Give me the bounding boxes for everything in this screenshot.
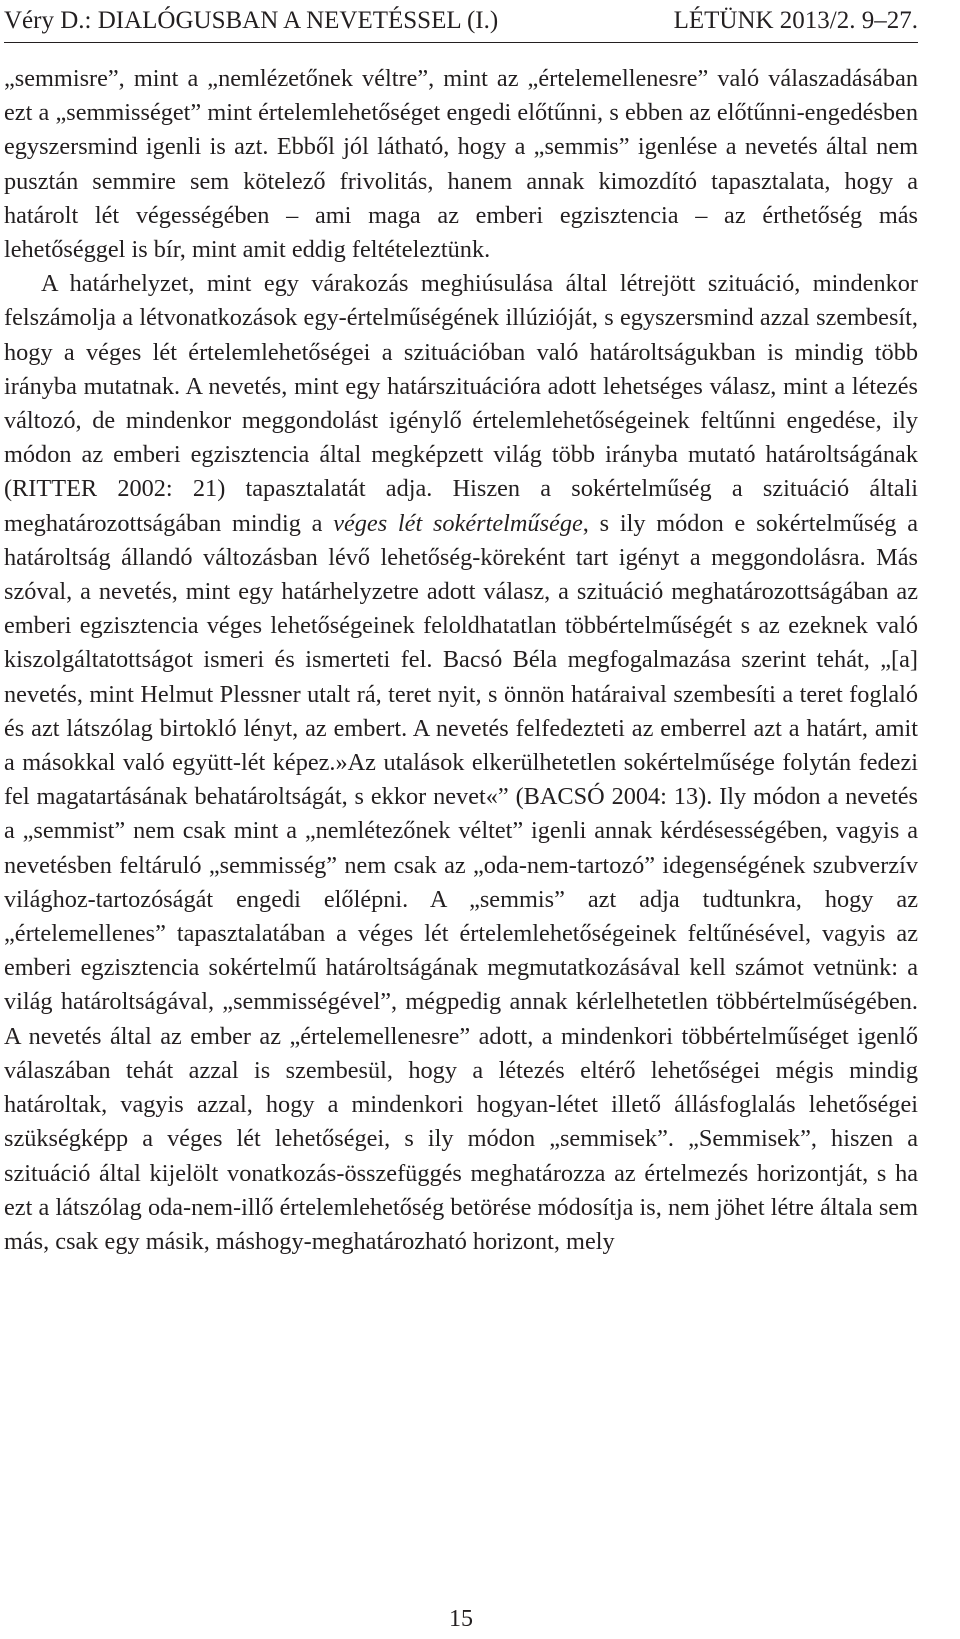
paragraph-2 (4, 267, 918, 1259)
paragraph-2-rest: , s ily módon e sokértelműség a határoltság állandó változásban lévő lehetőség-köreként tart igényt a meggondolásra. Más szóval, a nevetés, mint egy határhelyzetre adott válasz, a szituáció meghatározottságában az emberi egzisztencia véges lehetőségeinek feloldhatatlan többértelműségét s az ezeknek való kiszolgáltatottságot ismeri és ismerteti fel. Bacsó Béla megfogalmazása szerint tehát, „[a] nevetés, mint Helmut Plessner utalt rá, teret nyit, s önnön határaival szembesíti a teret foglaló és azt látszólag birtokló lényt, az embert. A nevetés felfedezteti az emberrel azt a határt, amit a másokkal való együtt-lét képez.»Az utalások elkerülhetetlen sokértelműsége folytán fedezi fel magatartásának behatároltságát, s ekkor nevet«” (BACSÓ 2004: 13). Ily módon a nevetés a „semmist” nem csak mint a „nemlétezőnek véltet” igenli annak kérdésességében, vagyis a nevetésben feltáruló „semmisség” nem csak az „oda-nem-tartozó” idegenségének szubverzív világhoz-tartozóságát engedi előlépni. A „semmis” azt adja tudtunkra, hogy az „értelemellenes” tapasztalatában a véges lét értelemlehetőségeinek feltűnésével, vagyis az emberi egzisztencia sokértelmű határoltságának megmutatkozásával kell számot vetnünk: a világ határoltságával, „semmisségével”, mégpedig annak kérlelhetetlen többértelműségében. A nevetés által az ember az „értelemellenesre” adott, a mindenkori többértelműséget igenlő válaszában tehát azzal is szembesül, hogy a létezés eltérő lehetőségei mégis mindig határoltak, vagyis azzal, hogy a mindenkori hogyan-létet illető állásfoglalás lehetőségei szükségképp a véges lét lehetőségei, s ily módon „semmisek”. „Semmisek”, hiszen a szituáció által kijelölt vonatkozás-összefüggés meghatározza az értelmezés horizontját, s ha ezt a látszólag oda-nem-illő értelemlehetőség betörése módosítja is, nem jöhet létre általa sem más, csak egy másik, máshogy-meghatározható horizont, mely (4, 509, 918, 1255)
body-text (4, 62, 918, 1259)
header-journal-info: LÉTÜNK 2013/2. 9–27. (673, 7, 918, 34)
page-number: 15 (449, 1606, 473, 1632)
paragraph-2-start: A határhelyzet, mint egy várakozás meghiúsulása által létrejött szituáció, mindenkor felszámolja a létvonatkozások egy-értelműségének illúzióját, s egyszersmind azzal szembesít, hogy a véges lét értelemlehetőségei a szituációban való határoltságukban is mindig több irányba mutatnak. A nevetés, mint egy határszituációra adott lehetséges válasz, mint a létezés változó, de mindenkor meggondolást igénylő értelemlehetőségeinek feltűnni engedése, ily módon az emberi egzisztencia által megképzett világ több irányba mutató határoltságának (RITTER 2002: 21) tapasztalatát adja. Hiszen a sokértelműség a szituáció általi meghatározottságában mindig a (4, 270, 918, 537)
running-header (4, 2, 918, 43)
italic-phrase: véges lét sokértelműsége (333, 509, 583, 537)
header-title: Véry D.: DIALÓGUSBAN A NEVETÉSSEL (I.) (4, 7, 499, 34)
paragraph-1: „semmisre”, mint a „nemlézetőnek véltre”, mint az „értelemellenesre” való válaszadásában ezt a „semmisséget” mint értelemlehetőséget engedi előtűnni, s ebben az előtűnni-engedésben egyszersmind igenli is azt. Ebből jól látható, hogy a „semmis” igenlése a nevetés által nem pusztán semmire sem kötelező frivolitás, hanem annak kimozdító tapasztalata, hogy a határolt lét végességében – ami maga az emberi egzisztencia – az érthetőség más lehetőséggel is bír, mint amit eddig feltételeztünk. (4, 65, 918, 264)
